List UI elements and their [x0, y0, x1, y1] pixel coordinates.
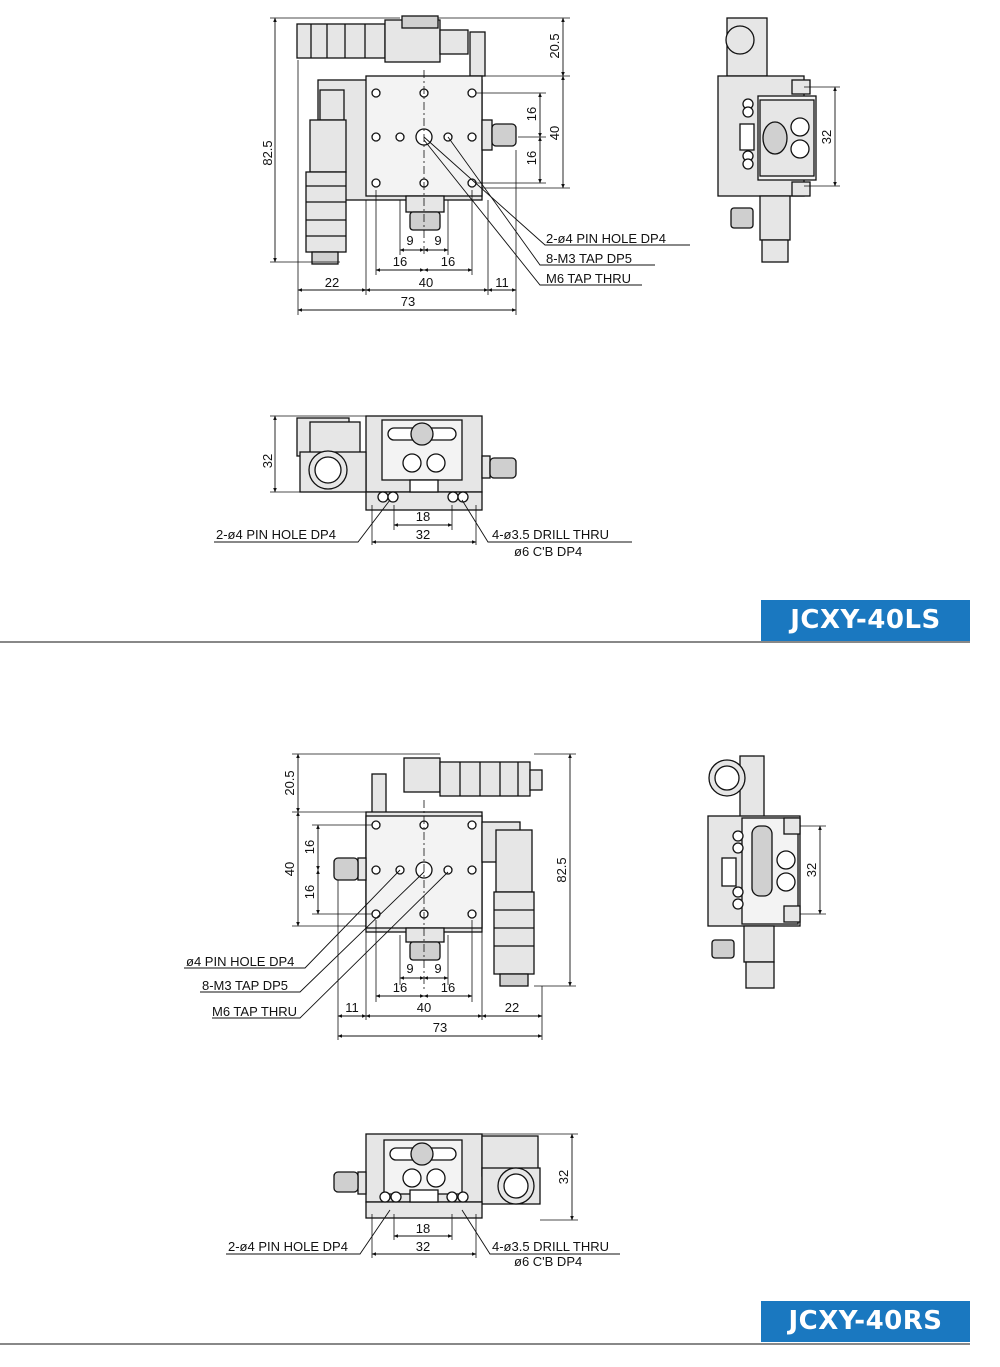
- ls-side-dim-32: 32: [819, 129, 834, 145]
- ls-dim-11: 11: [495, 275, 509, 290]
- ls-front-dim-18: 18: [415, 509, 431, 524]
- ls-dim-16-b: 16: [524, 150, 539, 166]
- ls-front-callout-pin-hole: 2-ø4 PIN HOLE DP4: [216, 527, 336, 542]
- ls-dim-16-a: 16: [524, 106, 539, 122]
- ls-dim-9-r: 9: [434, 233, 442, 248]
- ls-dim-22: 22: [324, 275, 340, 290]
- ls-callout-m3-tap: 8-M3 TAP DP5: [546, 251, 632, 266]
- rs-dim-40-h: 40: [416, 1000, 432, 1015]
- ls-callout-pin-hole: 2-ø4 PIN HOLE DP4: [546, 231, 666, 246]
- rs-dim-16-r: 16: [440, 980, 456, 995]
- ls-dim-16-l: 16: [392, 254, 408, 269]
- rs-dim-16-l: 16: [392, 980, 408, 995]
- rs-dim-73: 73: [432, 1020, 448, 1035]
- ls-front-callout-cb: ø6 C'B DP4: [514, 544, 583, 559]
- rs-dim-22: 22: [504, 1000, 520, 1015]
- rs-side-dim-32: 32: [804, 862, 819, 878]
- rs-dim-20-5: 20.5: [282, 770, 297, 796]
- ls-dim-40-v: 40: [547, 125, 562, 141]
- rs-callout-pin-hole: ø4 PIN HOLE DP4: [186, 954, 295, 969]
- rs-front-dim-18: 18: [415, 1221, 431, 1236]
- rs-callout-m3-tap: 8-M3 TAP DP5: [202, 978, 288, 993]
- rs-dim-9-l: 9: [406, 961, 414, 976]
- rs-front-callout-pin-hole: 2-ø4 PIN HOLE DP4: [228, 1239, 348, 1254]
- rs-dim-82-5: 82.5: [554, 857, 569, 883]
- rs-dim-16-b: 16: [302, 884, 317, 900]
- ls-front-dim-32-h: 32: [415, 527, 431, 542]
- model-badge-rs: JCXY-40RS: [761, 1301, 970, 1342]
- ls-dim-73: 73: [400, 294, 416, 309]
- rs-dim-16-a: 16: [302, 839, 317, 855]
- rs-dim-11: 11: [345, 1000, 359, 1015]
- rs-top-view: [184, 754, 576, 1040]
- rs-front-callout-drill: 4-ø3.5 DRILL THRU: [492, 1239, 610, 1254]
- model-badge-ls: JCXY-40LS: [761, 600, 970, 641]
- rs-dim-40-v: 40: [282, 861, 297, 877]
- ls-front-view: [214, 416, 632, 545]
- ls-front-dim-32-v: 32: [260, 453, 275, 469]
- rs-dim-9-r: 9: [434, 961, 442, 976]
- ls-dim-82-5: 82.5: [260, 140, 275, 166]
- rs-callout-m6-tap: M6 TAP THRU: [212, 1004, 298, 1019]
- rs-front-dim-32-v: 32: [556, 1169, 571, 1185]
- ls-dim-20-5: 20.5: [547, 33, 562, 59]
- ls-dim-9-l: 9: [406, 233, 414, 248]
- ls-callout-m6-tap: M6 TAP THRU: [546, 271, 632, 286]
- ls-dim-40-h: 40: [418, 275, 434, 290]
- ls-front-callout-drill: 4-ø3.5 DRILL THRU: [492, 527, 610, 542]
- rs-front-dim-32-h: 32: [415, 1239, 431, 1254]
- rs-front-callout-cb: ø6 C'B DP4: [514, 1254, 583, 1269]
- ls-dim-16-r: 16: [440, 254, 456, 269]
